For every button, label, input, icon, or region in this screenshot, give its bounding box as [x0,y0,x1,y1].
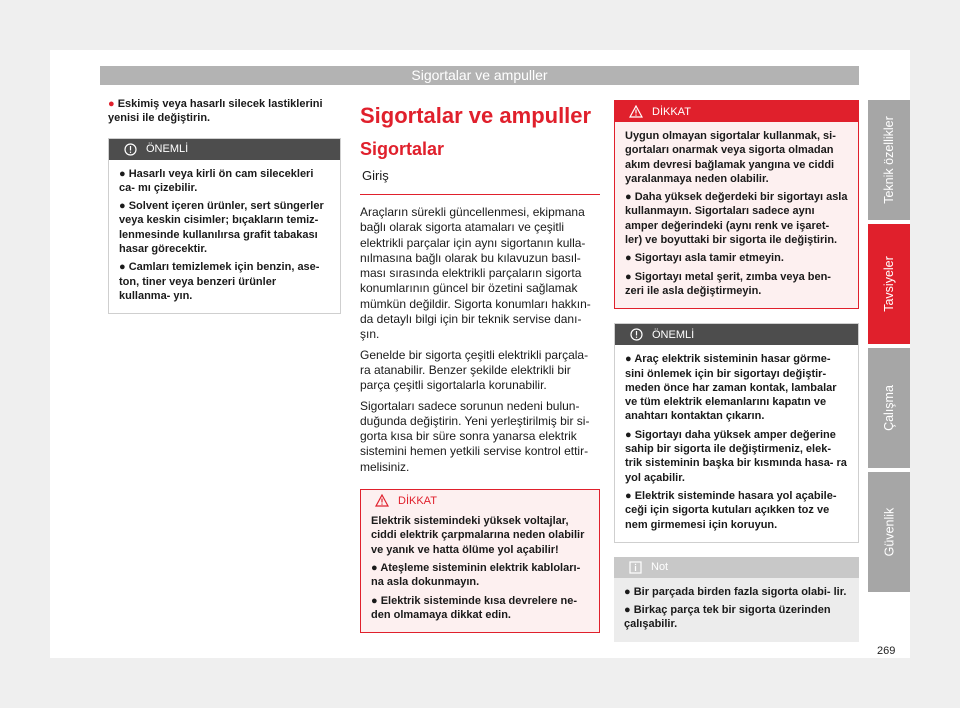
dikkat-box [360,489,600,633]
not-header: Not [614,557,859,578]
note-icon [628,560,642,574]
list-item: ● Sigortayı metal şerit, zımba veya ben- zeri ile asla değiştirmeyin. [625,270,831,297]
subsection-title: Sigortalar [360,139,445,159]
list-item: ● Hasarlı veya kirli ön cam silecekleri ca- mı çizebilir. [119,167,314,194]
list-item: ● Araç elektrik sisteminin hasar görme- sini önlemek için bir sigortayı değiştir- meden önce har zaman kontak, lambalar ve tüm elektrik elemanlarını kapatın ve anahtarı kontaktan çıkarın. [625,353,837,423]
info-icon [123,142,137,156]
dikkat-header: DİKKAT [615,101,858,122]
paragraph: Araçların sürekli güncellenmesi, ekipmana bağlı olarak sigorta atamaları ve çeşitli elektrikli parçalar için aynı sigortanın kulla- nılmasına bağlı olarak bu kılavuzun basıl- ması sırasında elektrikli parçaların sigorta konumlarının güncel bir özetini sağlamak mümkün değildir. Sigorta konumları hakkın- da detaylı bilgi için bir teknik servise danı- şın. [360,205,591,342]
warning-icon [375,494,389,508]
paragraph: Genelde bir sigorta çeşitli elektrikli parçala- ra atanabilir. Benzer şekilde elektrikli bir parça çeşitli sigortalarla korunabilir. [360,347,589,393]
page-number: 269 [877,645,896,657]
not-box [614,557,859,642]
list-item: ● Eskimiş veya hasarlı silecek lastiklerini yenisi ile değiştirin. [108,98,323,125]
warning-lead: Uygun olmayan sigortalar kullanmak, si- gortaları onarmak veya sigorta olmadan akım devresi bağlamak yangına ve ciddi yaralanmaya neden olabilir. [625,130,836,185]
topic-heading: Giriş [360,160,600,195]
column-2 [360,103,600,633]
list-item: ● Daha yüksek değerdeki bir sigortayı asla kullanmayın. Sigortaları sadece aynı amper değerindeki (aynı renk ve işaret- ler) ve boyuttaki bir sigorta ile değiştirin. [625,191,848,247]
dikkat-box [614,100,859,309]
list-item: ● Elektrik sisteminde hasara yol açabile- ceği için sigorta kutuları açıkken toz ve nem girmemesi için koruyun. [625,489,837,531]
warning-lead: Elektrik sistemindeki yüksek voltajlar, ciddi elektrik çarpmalarına neden olabilir ve yanık ve hatta ölüme yol açabilir! [371,515,585,556]
tab-calisma[interactable]: Çalışma [868,348,910,468]
list-item: ● Birkaç parça tek bir sigorta üzerinden çalışabilir. [624,604,831,631]
tab-tavsiyeler[interactable]: Tavsiyeler [868,224,910,344]
onemli-header: ÖNEMLİ [615,324,858,345]
warning-icon [629,105,643,119]
list-item: ● Sigortayı asla tamir etmeyin. [625,252,784,265]
onemli-header: ÖNEMLİ [109,139,340,160]
tab-guvenlik[interactable]: Güvenlik [868,472,910,592]
list-item: ● Bir parçada birden fazla sigorta olabi- lir. [624,585,847,598]
column-3 [614,100,859,642]
page-header: Sigortalar ve ampuller [100,66,859,85]
info-icon [629,328,643,342]
column-1 [108,97,341,314]
dikkat-header: DİKKAT [361,490,599,511]
list-item: ● Camları temizlemek için benzin, ase- ton, tiner veya benzeri ürünler kullanma- yın. [119,261,320,302]
list-item: ● Elektrik sisteminde kısa devrelere ne- den olmamaya dikkat edin. [371,594,577,621]
list-item: ● Solvent içeren ürünler, sert süngerler veya keskin cisimler; bıçakların temiz- lenmesinde kullanılırsa grafit tabakası hasar görecektir. [119,200,324,256]
tab-teknik-ozellikler[interactable]: Teknik özellikler [868,100,910,220]
paragraph: Sigortaları sadece sorunun nedeni bulun- duğunda değiştirin. Yeni yerleştirilmiş bir si- gorta kısa bir süre sonra yanarsa elektrik sistemini hemen yetkili servise kontrol ettir- melisiniz. [360,398,590,474]
list-item: ● Ateşleme sisteminin elektrik kabloları- na asla dokunmayın. [371,561,581,589]
onemli-box [614,323,859,543]
onemli-box [108,138,341,315]
list-item: ● Sigortayı daha yüksek amper değerine sahip bir sigorta ile değiştirmeniz, elek- trik sisteminin başka bir kısmında hasa- ra yol açabilir. [625,428,847,484]
section-title: Sigortalar ve ampuller [360,103,592,128]
